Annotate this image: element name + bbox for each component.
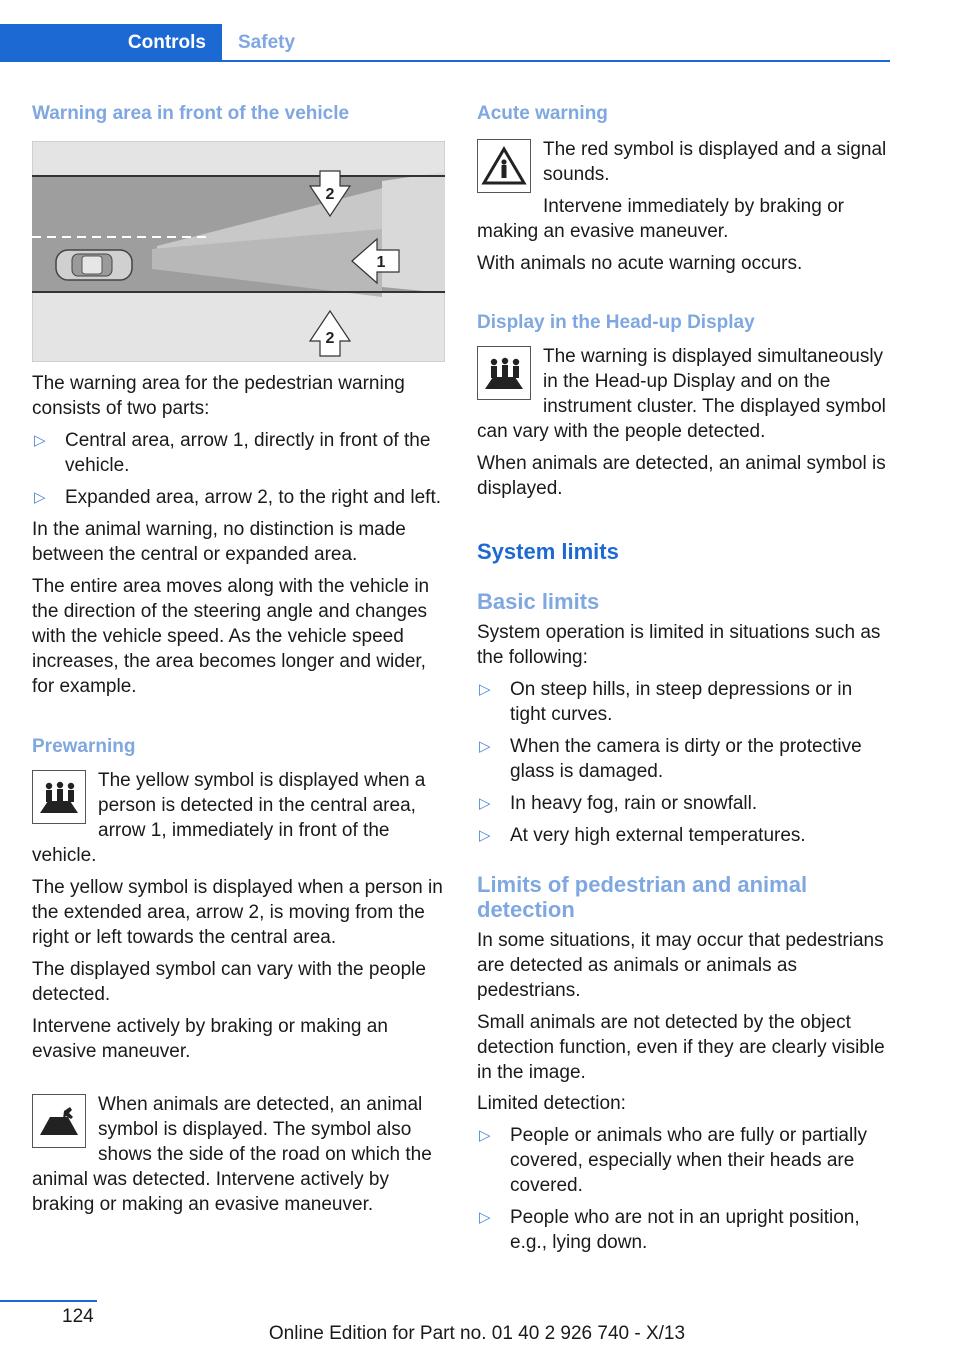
paragraph-animal: In the animal warning, no distinction is made between the central or expanded area. [32,519,406,565]
car-icon [56,250,132,280]
bullet-triangle-icon: ▷ [34,489,46,506]
bullet-triangle-icon: ▷ [479,1127,491,1144]
tab-safety[interactable]: Safety [238,32,296,53]
list-item: ▷ When the camera is dirty or the protective glass is damaged. [479,736,862,782]
section-title-warning-area: Warning area in front of the vehicle [32,103,350,124]
hud-pedestrian-icon [477,346,531,400]
list-item: ▷ In heavy fog, rain or snowfall. [479,793,758,814]
limits-p2: Small animals are not detected by the object detection function, even if they are clearly visible in the image. [477,1012,885,1083]
section-title-prewarning: Prewarning [32,736,136,757]
svg-text:2: 2 [325,186,335,203]
acute-block [477,137,891,244]
hud-block [477,344,891,444]
section-title-limits-detection: Limits of pedestrian and animal detection [477,872,808,922]
bullet-triangle-icon: ▷ [479,681,491,698]
paragraph-moves: The entire area moves along with the vehicle in the direction of the steering angle and changes with the vehicle speed. As the vehicle speed increases, the area becomes longer and wider, for example. [32,576,430,697]
prewarning-text: The yellow symbol is displayed when a person is detected in the central area, arrow 1, immediately in front of the vehicle. [32,770,426,866]
limited-detection-label: Limited detection: [477,1093,626,1114]
list-item: ▷ Central area, arrow 1, directly in front of the vehicle. [34,430,431,476]
list-item: ▷ People who are not in an upright position, e.g., lying down. [479,1207,860,1253]
hud-text: The warning is displayed simultaneously in the Head-up Display and on the instrument cluster. The displayed symbol can vary with the people detected. [477,346,886,442]
list-item: ▷ On steep hills, in steep depressions or in tight curves. [479,679,853,725]
animal-warning-icon [32,1094,86,1148]
bullet-triangle-icon: ▷ [479,827,491,844]
limits-p1: In some situations, it may occur that pedestrians are detected as animals or animals as pedestrians. [477,930,884,1001]
list-item: ▷ Expanded area, arrow 2, to the right and left. [34,487,442,508]
basic-intro: System operation is limited in situations such as the following: [477,622,881,668]
list-item: ▷ At very high external temperatures. [479,825,806,846]
acute-intervene: Intervene immediately by braking or making an evasive maneuver. [477,196,844,242]
bullet-triangle-icon: ▷ [34,432,46,449]
svg-text:2: 2 [325,330,335,347]
paragraph-extended: The yellow symbol is displayed when a person in the extended area, arrow 2, is moving from the right or left towards the central area. [32,877,443,948]
section-title-acute-warning: Acute warning [477,103,608,124]
acute-text: The red symbol is displayed and a signal sounds. [543,139,887,185]
section-title-hud: Display in the Head-up Display [477,312,755,333]
animal-block [32,1092,446,1217]
svg-text:1: 1 [376,254,386,271]
acute-animals: With animals no acute warning occurs. [477,253,803,274]
section-title-basic-limits: Basic limits [477,589,600,614]
prewarning-block [32,768,446,868]
header-rule [222,60,890,62]
warning-area-figure [32,141,445,362]
paragraph-intro: The warning area for the pedestrian warning consists of two parts: [32,373,405,419]
tab-controls[interactable]: Controls [127,32,206,53]
warning-area-diagram [32,141,445,362]
paragraph-intervene: Intervene actively by braking or making an evasive maneuver. [32,1016,388,1062]
pedestrian-warning-icon [32,770,86,824]
paragraph-vary: The displayed symbol can vary with the people detected. [32,959,426,1005]
animal-text: When animals are detected, an animal symbol is displayed. The symbol also shows the side of the road on which the animal was detected. Intervene actively by braking or making an evasive maneuver. [32,1094,432,1215]
bullet-triangle-icon: ▷ [479,738,491,755]
bullet-triangle-icon: ▷ [479,1209,491,1226]
list-item: ▷ People or animals who are fully or partially covered, especially when their heads are covered. [479,1125,867,1196]
footer-rule [0,1300,97,1302]
right-column [477,103,891,1255]
edition-note: Online Edition for Part no. 01 40 2 926 740 - X/13 [268,1323,686,1344]
left-column [32,103,446,1217]
section-title-system-limits: System limits [477,539,619,564]
page-number: 124 [62,1306,94,1327]
bullet-triangle-icon: ▷ [479,795,491,812]
acute-warning-icon [477,139,531,193]
hud-animals: When animals are detected, an animal symbol is displayed. [477,453,886,499]
